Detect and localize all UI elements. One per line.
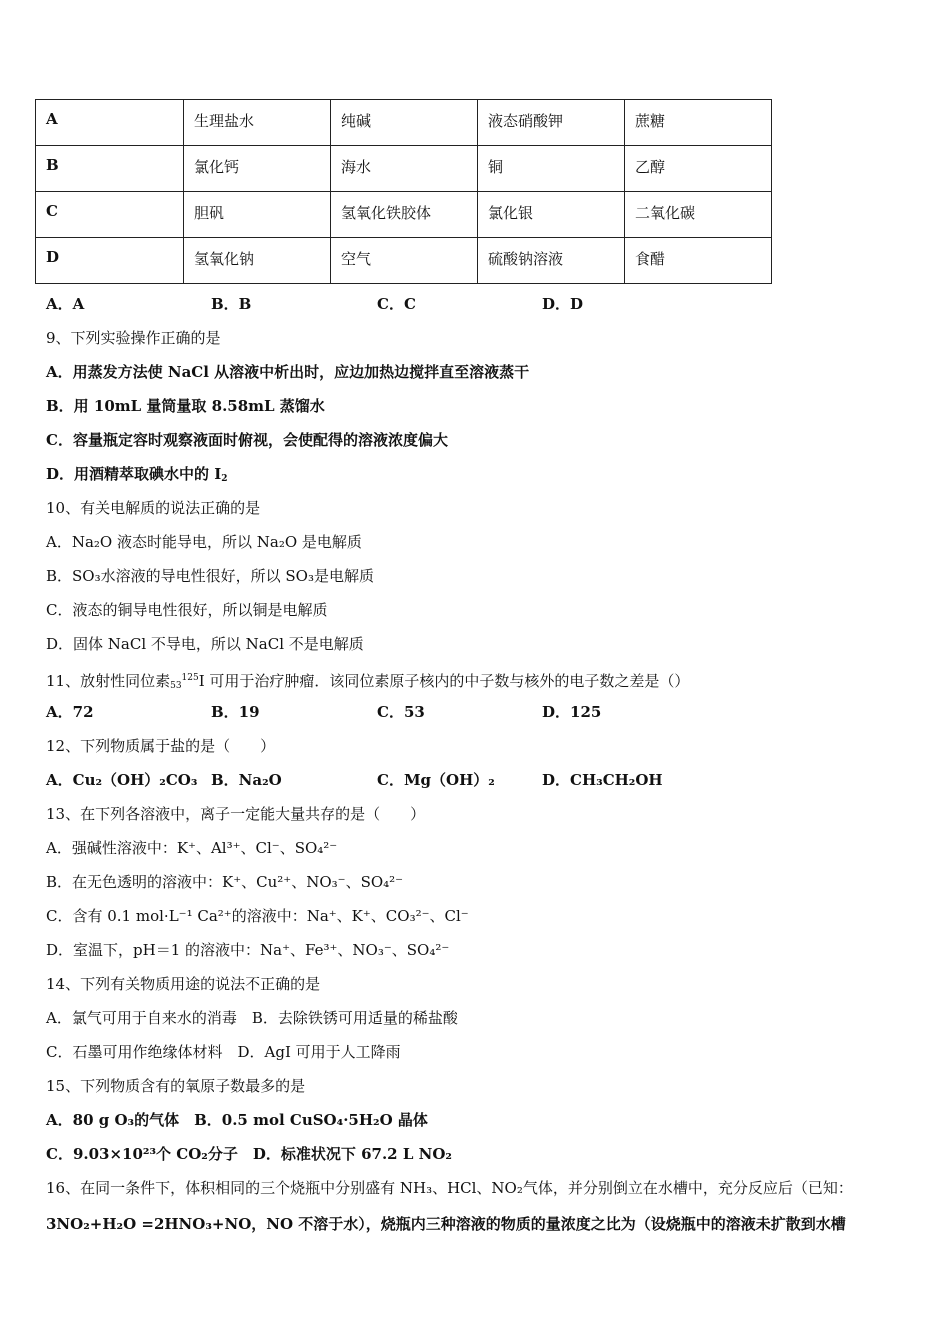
table-cell: D — [36, 238, 184, 284]
table-cell: 纯碱 — [331, 100, 478, 146]
q16-stem-line2: 3NO₂+H₂O =2HNO₃+NO，NO 不溶于水），烧瓶内三种溶液的物质的量浓度之比为（设烧瓶中的溶液未扩散到水槽 — [46, 1215, 846, 1233]
q11-atomic-number: 53 — [170, 681, 182, 691]
q8-option-b: B．B — [211, 295, 252, 313]
table-cell: 氯化银 — [478, 192, 625, 238]
q12-option-c: C．Mg（OH）₂ — [377, 771, 495, 789]
table-row — [36, 238, 772, 284]
table-cell: 氢氧化钠 — [184, 238, 331, 284]
table-cell: 铜 — [478, 146, 625, 192]
q8-option-a: A．A — [46, 295, 85, 313]
table-cell: 空气 — [331, 238, 478, 284]
q13-option-c: C．含有 0.1 mol·L⁻¹ Ca²⁺的溶液中：Na⁺、K⁺、CO₃²⁻、Cl⁻ — [46, 907, 469, 925]
q9-option-d — [46, 464, 228, 489]
table-cell: 二氧化碳 — [625, 192, 772, 238]
q13-stem: 13、在下列各溶液中，离子一定能大量共存的是（ ） — [46, 805, 426, 823]
q11-option-d: D．125 — [542, 703, 602, 721]
q16-stem-line1: 16、在同一条件下，体积相同的三个烧瓶中分别盛有 NH₃、HCl、NO₂气体，并分别倒立在水槽中，充分反应后（已知： — [46, 1179, 853, 1197]
q11-stem-text: 11、放射性同位素 — [46, 672, 171, 690]
table-cell: 胆矾 — [184, 192, 331, 238]
q11-option-c: C．53 — [377, 703, 425, 721]
table-cell: 氢氧化铁胶体 — [331, 192, 478, 238]
q8-option-c: C．C — [377, 295, 416, 313]
q8-option-d: D．D — [542, 295, 584, 313]
table-cell: 食醋 — [625, 238, 772, 284]
table-cell: 生理盐水 — [184, 100, 331, 146]
table-cell: A — [36, 100, 184, 146]
q14-options-cd: C．石墨可用作绝缘体材料 D．AgI 可用于人工降雨 — [46, 1043, 401, 1061]
q12-option-b: B．Na₂O — [211, 771, 282, 789]
table-cell: 氯化钙 — [184, 146, 331, 192]
q9-option-c: C．容量瓶定容时观察液面时俯视，会使配得的溶液浓度偏大 — [46, 431, 448, 449]
options-table — [35, 99, 772, 284]
q15-options-ab: A．80 g O₃的气体 B．0.5 mol CuSO₄·5H₂O 晶体 — [46, 1111, 428, 1129]
q12-stem: 12、下列物质属于盐的是（ ） — [46, 737, 276, 755]
table-cell: 蔗糖 — [625, 100, 772, 146]
table-row — [36, 146, 772, 192]
q9-option-b: B．用 10mL 量筒量取 8.58mL 蒸馏水 — [46, 397, 325, 415]
q11-mass-number: 125 — [181, 673, 199, 683]
q13-option-b: B．在无色透明的溶液中：K⁺、Cu²⁺、NO₃⁻、SO₄²⁻ — [46, 873, 404, 891]
table-cell: 硫酸钠溶液 — [478, 238, 625, 284]
table-cell: 海水 — [331, 146, 478, 192]
table-row — [36, 100, 772, 146]
table-row — [36, 192, 772, 238]
q13-option-d: D．室温下，pH＝1 的溶液中：Na⁺、Fe³⁺、NO₃⁻、SO₄²⁻ — [46, 941, 450, 959]
q10-option-b: B．SO₃水溶液的导电性很好，所以 SO₃是电解质 — [46, 567, 374, 585]
q12-option-d: D．CH₃CH₂OH — [542, 771, 663, 789]
table-cell: C — [36, 192, 184, 238]
q15-options-cd: C．9.03×10²³个 CO₂分子 D．标准状况下 67.2 L NO₂ — [46, 1145, 452, 1163]
q11-stem-text-rest: I 可用于治疗肿瘤．该同位素原子核内的中子数与核外的电子数之差是（） — [198, 672, 690, 690]
table-cell: B — [36, 146, 184, 192]
q15-stem: 15、下列物质含有的氧原子数最多的是 — [46, 1077, 306, 1095]
q9-option-d-subscript: 2 — [221, 474, 228, 484]
q9-option-a: A．用蒸发方法使 NaCl 从溶液中析出时，应边加热边搅拌直至溶液蒸干 — [46, 363, 530, 381]
q10-option-a: A．Na₂O 液态时能导电，所以 Na₂O 是电解质 — [46, 533, 362, 551]
q11-stem — [46, 668, 689, 696]
q14-stem: 14、下列有关物质用途的说法不正确的是 — [46, 975, 321, 993]
q9-option-d-text: D．用酒精萃取碘水中的 I — [46, 465, 222, 483]
q10-stem: 10、有关电解质的说法正确的是 — [46, 499, 261, 517]
q12-option-a: A．Cu₂（OH）₂CO₃ — [46, 771, 198, 789]
q11-option-b: B．19 — [211, 703, 260, 721]
q14-options-ab: A．氯气可用于自来水的消毒 B．去除铁锈可用适量的稀盐酸 — [46, 1009, 458, 1027]
q11-option-a: A．72 — [46, 703, 94, 721]
q10-option-c: C．液态的铜导电性很好，所以铜是电解质 — [46, 601, 328, 619]
q10-option-d: D．固体 NaCl 不导电，所以 NaCl 不是电解质 — [46, 635, 364, 653]
q9-stem: 9、下列实验操作正确的是 — [46, 329, 221, 347]
q13-option-a: A．强碱性溶液中：K⁺、Al³⁺、Cl⁻、SO₄²⁻ — [46, 839, 338, 857]
table-cell: 乙醇 — [625, 146, 772, 192]
table-cell: 液态硝酸钾 — [478, 100, 625, 146]
